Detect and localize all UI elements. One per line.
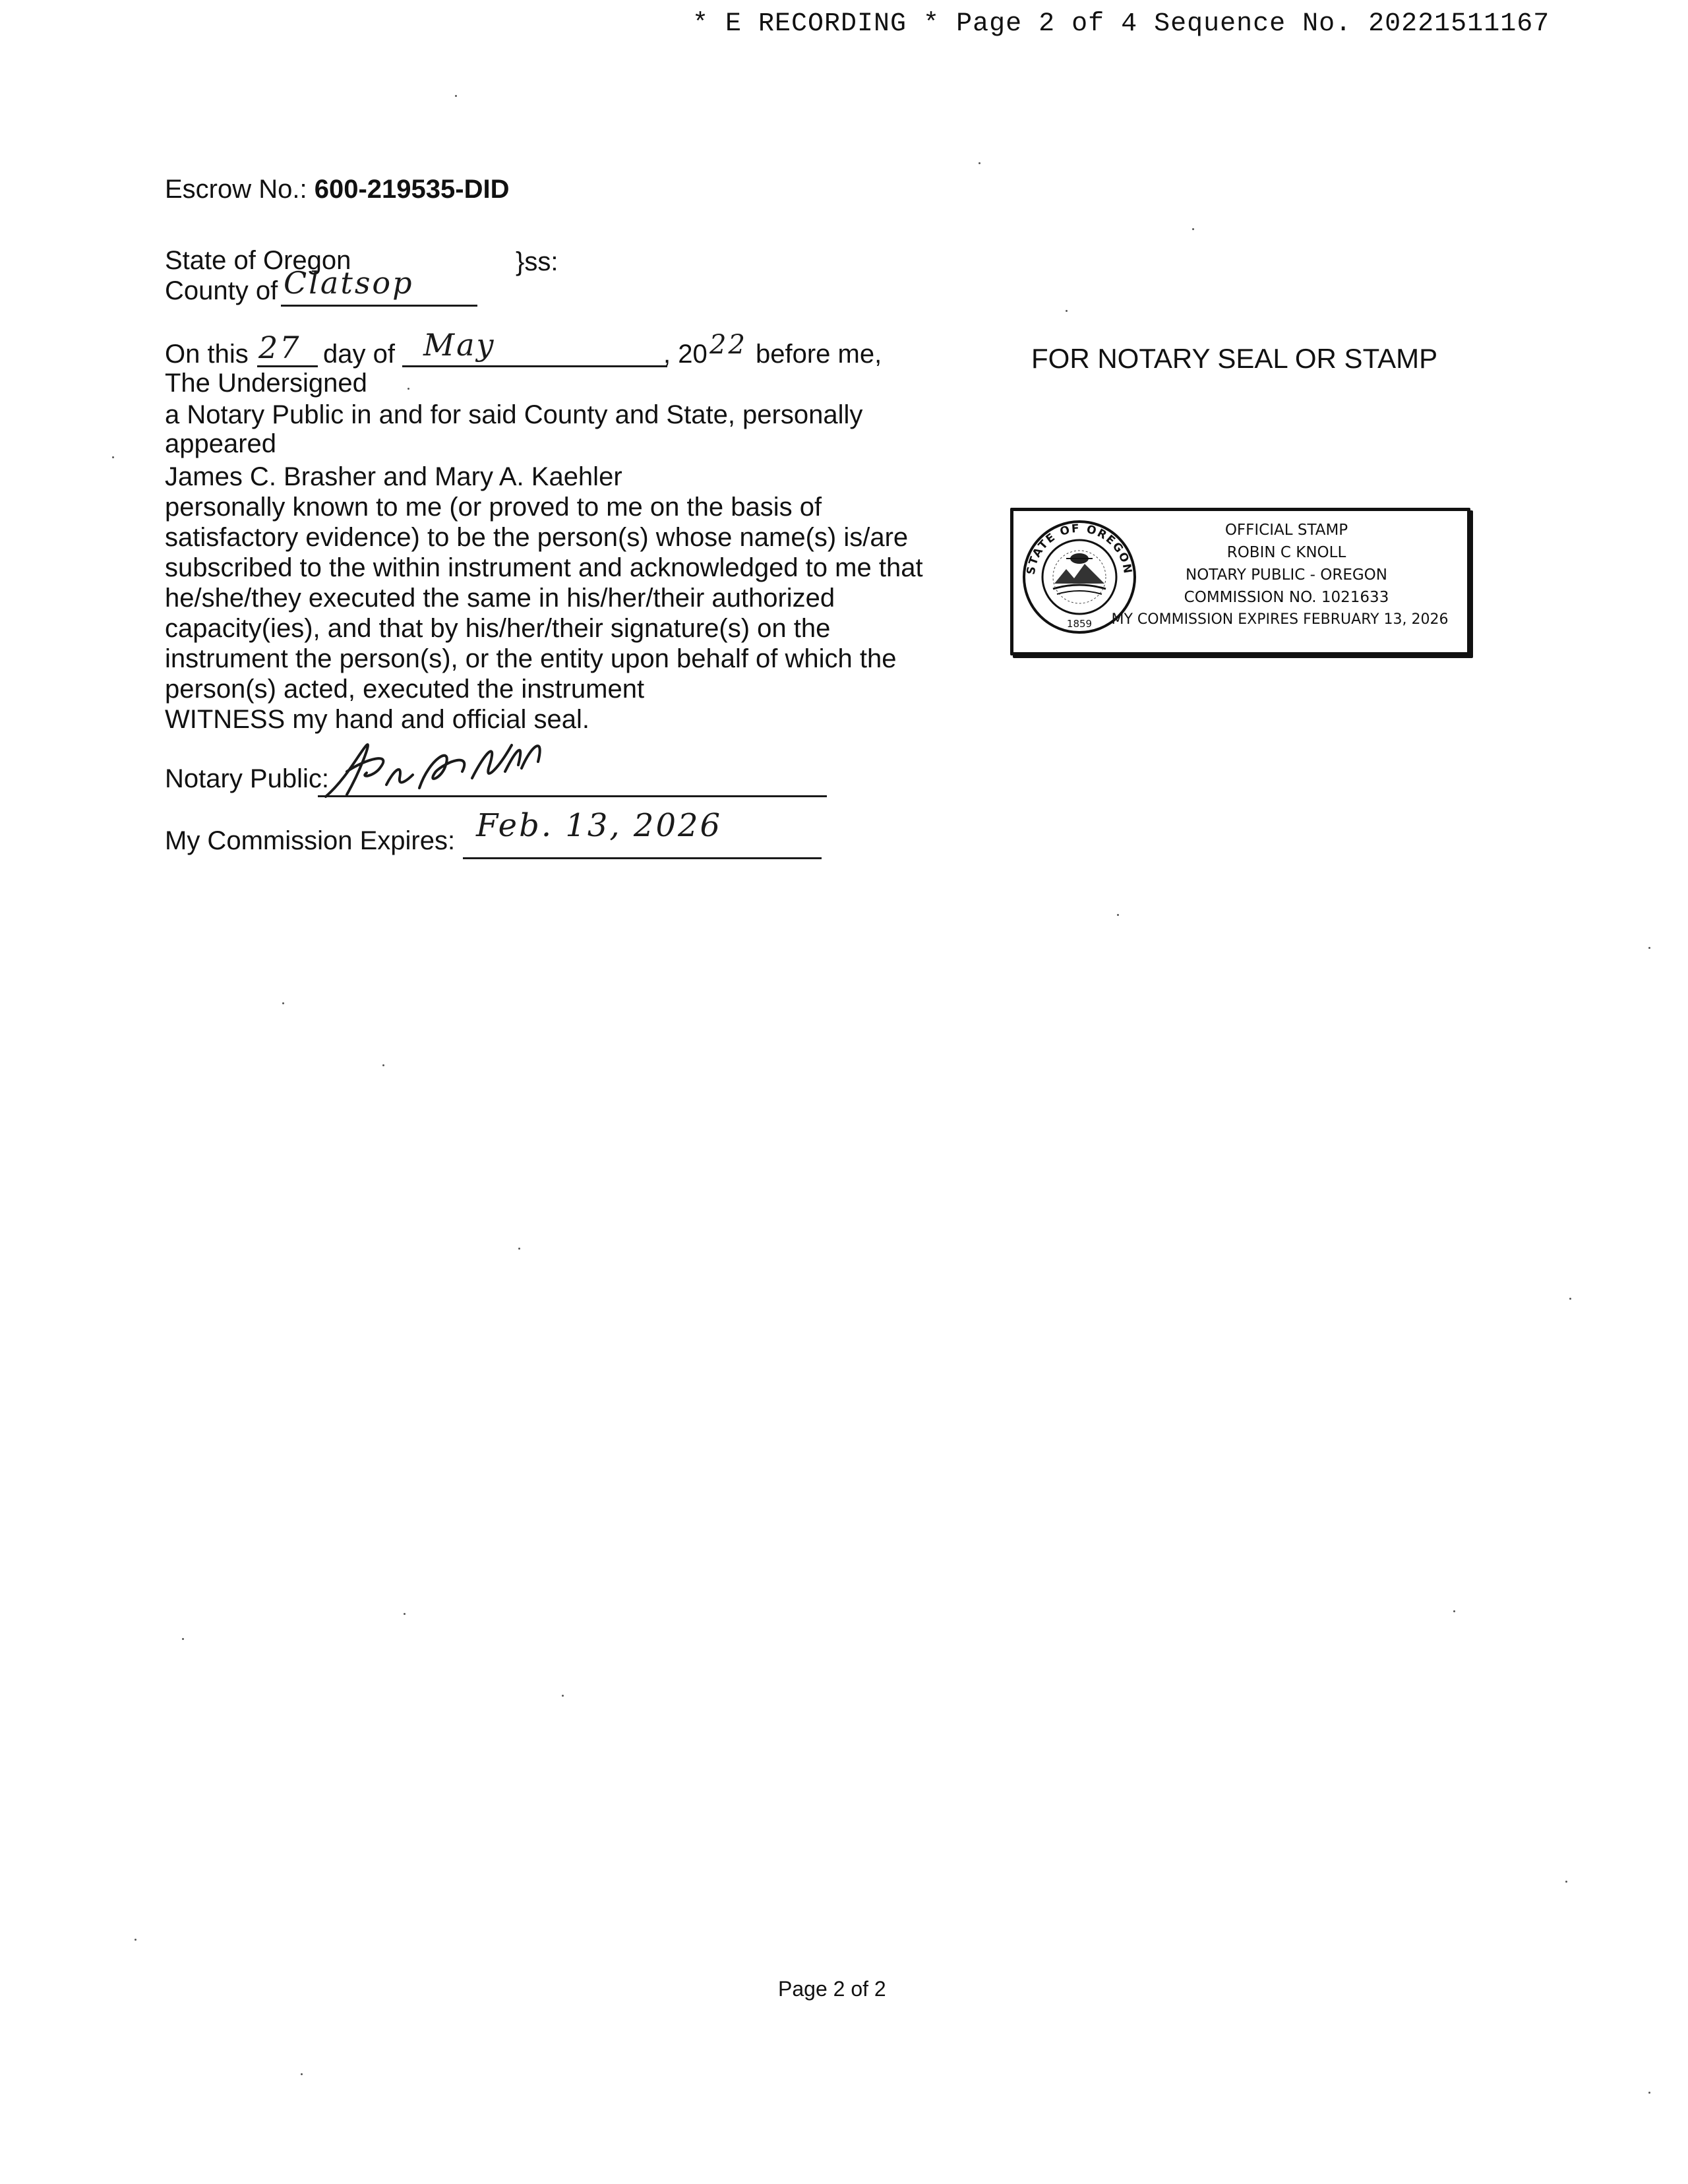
county-underline — [281, 305, 477, 307]
month-handwritten: May — [423, 327, 496, 363]
scan-speck — [1648, 947, 1650, 949]
scan-speck — [382, 1064, 384, 1066]
scan-speck — [562, 1695, 564, 1697]
scan-speck — [1117, 914, 1119, 916]
scan-speck — [979, 162, 980, 164]
escrow-row — [165, 174, 509, 204]
stamp-line: MY COMMISSION EXPIRES FEBRUARY 13, 2026 — [1111, 611, 1449, 628]
state-line: State of Oregon — [165, 246, 351, 275]
scan-speck — [1453, 1610, 1455, 1612]
signers-names: James C. Brasher and Mary A. Kaehler — [165, 462, 622, 491]
county-label: County of — [165, 276, 278, 305]
ack-paragraph-line: person(s) acted, executed the instrument — [165, 675, 645, 704]
witness-line: WITNESS my hand and official seal. — [165, 705, 589, 734]
ack-paragraph-line: capacity(ies), and that by his/her/their signature(s) on the — [165, 614, 831, 643]
day-handwritten: 27 — [258, 330, 301, 365]
day-of-label: day of — [323, 340, 395, 369]
commission-date-handwritten: Feb. 13, 2026 — [476, 807, 723, 844]
ack-paragraph-line: subscribed to the within instrument and acknowledged to me that — [165, 553, 923, 582]
ss-marker: }ss: — [516, 247, 558, 276]
scan-speck — [518, 1248, 520, 1250]
stamp-line: OFFICIAL STAMP — [1224, 522, 1348, 539]
svg-text:1859: 1859 — [1066, 618, 1093, 630]
on-this-label: On this — [165, 340, 249, 369]
recording-header: * E RECORDING * Page 2 of 4 Sequence No. 20221511167 — [692, 9, 1550, 39]
stamp-line: NOTARY PUBLIC - OREGON — [1186, 566, 1387, 584]
year-prefix: , 20 — [663, 340, 708, 369]
notary-signature-underline — [318, 795, 827, 797]
escrow-label: Escrow No.: — [165, 175, 307, 204]
scan-speck — [282, 1002, 284, 1004]
scan-speck — [1066, 310, 1068, 312]
page-footer: Page 2 of 2 — [778, 1977, 886, 2001]
notary-line: a Notary Public in and for said County and State, personally — [165, 400, 863, 429]
scan-speck — [301, 2073, 303, 2075]
appeared-line: appeared — [165, 429, 277, 458]
ack-paragraph-line: personally known to me (or proved to me on the basis of — [165, 493, 822, 522]
official-notary-stamp — [1010, 508, 1470, 655]
month-underline — [402, 365, 667, 367]
stamp-line: ROBIN C KNOLL — [1226, 544, 1346, 561]
seal-area-heading: FOR NOTARY SEAL OR STAMP — [1031, 343, 1438, 374]
commission-label: My Commission Expires: — [165, 826, 456, 855]
scan-speck — [1569, 1298, 1571, 1300]
escrow-number: 600-219535-DID — [314, 175, 510, 204]
scan-speck — [182, 1638, 184, 1640]
year-handwritten: 22 — [709, 330, 747, 360]
scan-speck — [1565, 1881, 1567, 1883]
scan-speck — [135, 1939, 136, 1941]
ack-paragraph-line: satisfactory evidence) to be the person(s) whose name(s) is/are — [165, 523, 909, 552]
county-handwritten: Clatsop — [284, 265, 414, 301]
scan-speck — [1648, 2092, 1650, 2094]
notary-signature-image — [320, 732, 558, 804]
ack-paragraph-line: he/she/they executed the same in his/her/their authorized — [165, 584, 835, 613]
officer-name: The Undersigned — [165, 369, 367, 398]
scan-speck — [407, 388, 409, 390]
ack-paragraph-line: instrument the person(s), or the entity upon behalf of which the — [165, 644, 897, 673]
stamp-line: COMMISSION NO. 1021633 — [1184, 589, 1389, 606]
scan-speck — [404, 1613, 406, 1615]
scan-speck — [455, 95, 457, 97]
svg-text:STATE OF OREGON: STATE OF OREGON — [1024, 522, 1135, 576]
scan-speck — [1192, 228, 1194, 230]
scan-speck — [112, 456, 114, 458]
commission-underline — [463, 857, 822, 859]
day-underline — [257, 365, 318, 367]
before-me-label: before me, — [756, 340, 882, 369]
notary-public-label: Notary Public: — [165, 764, 329, 793]
